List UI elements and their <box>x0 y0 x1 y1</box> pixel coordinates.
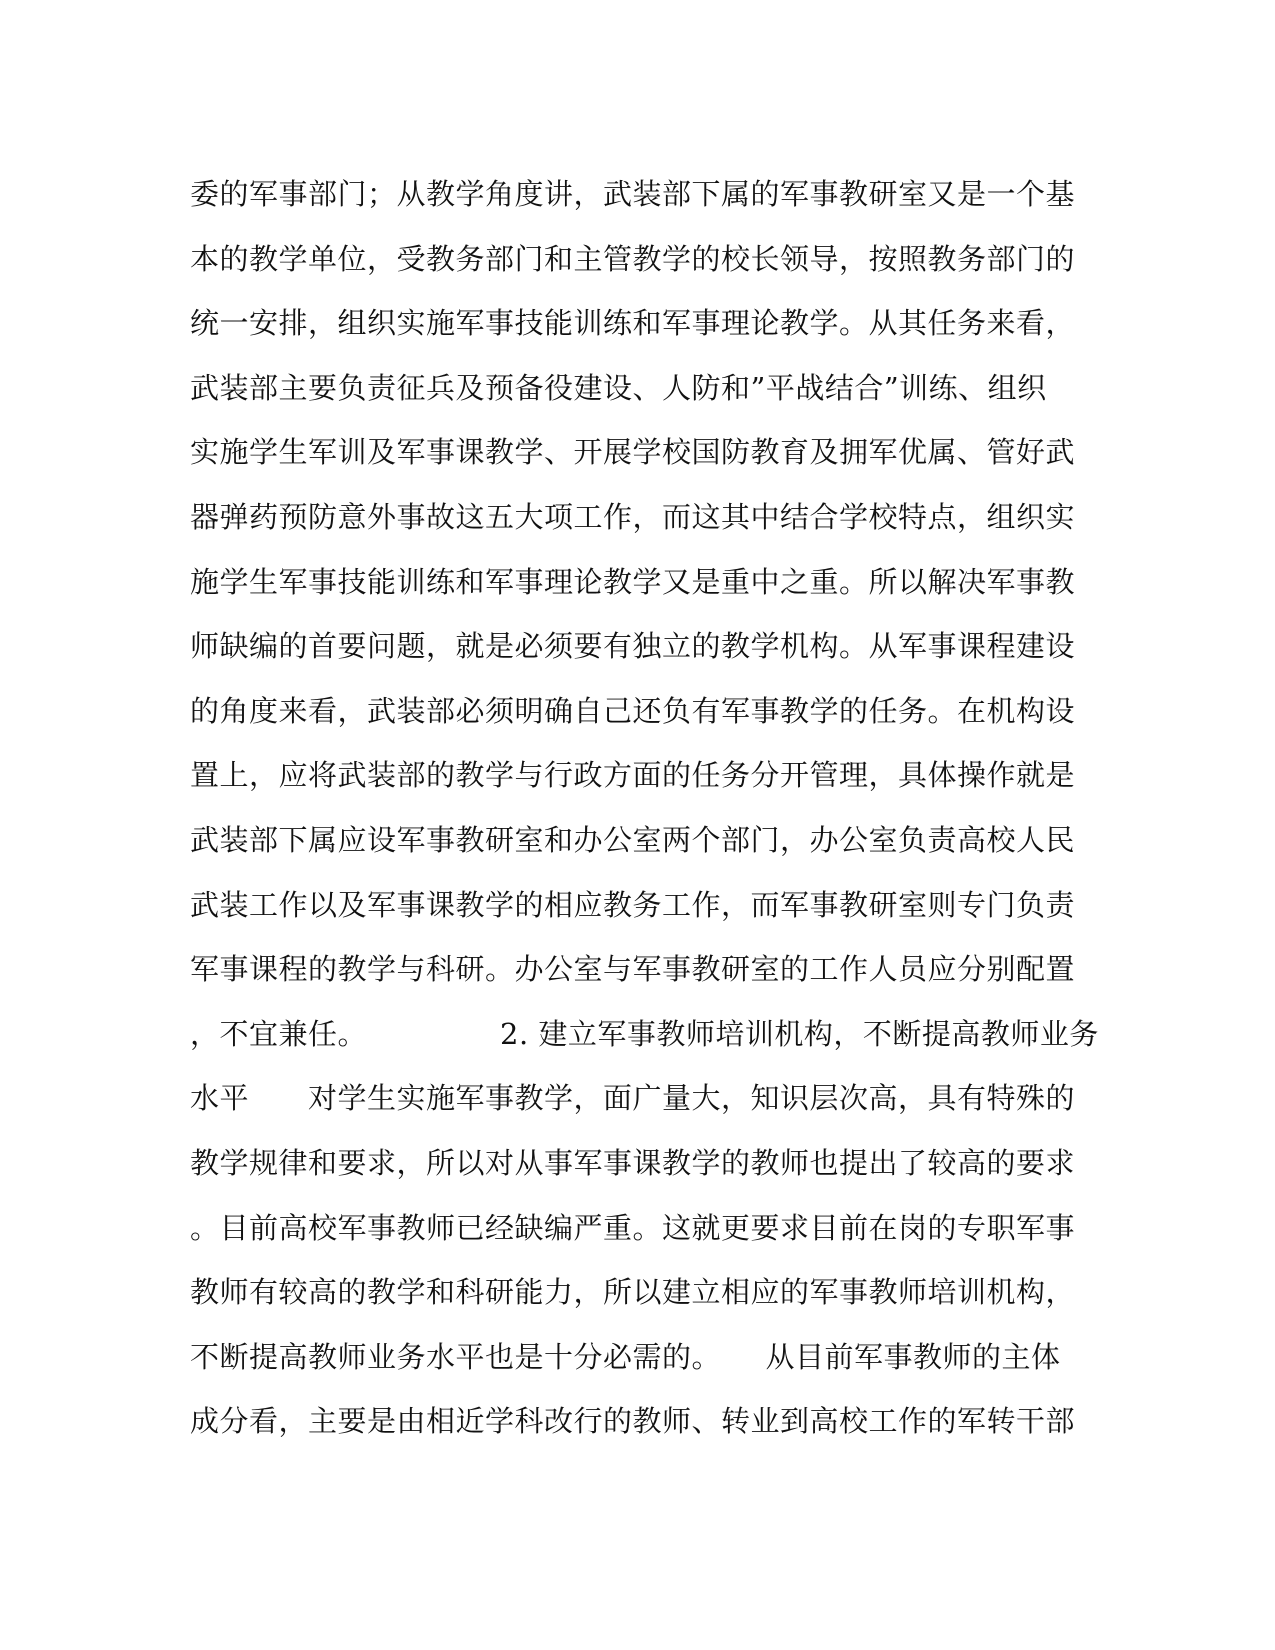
text-line: 施学生军事技能训练和军事理论教学又是重中之重。所以解决军事教 <box>190 564 1076 599</box>
text-line: 本的教学单位，受教务部门和主管教学的校长领导，按照教务部门的 <box>190 241 1076 276</box>
text-line: 器弹药预防意外事故这五大项工作，而这其中结合学校特点，组织实 <box>190 499 1076 534</box>
body-text <box>190 162 1099 1454</box>
text-line: 委的军事部门；从教学角度讲，武装部下属的军事教研室又是一个基 <box>190 177 1076 211</box>
text-line: 武装部下属应设军事教研室和办公室两个部门，办公室负责高校人民 <box>190 822 1076 857</box>
text-line: 实施学生军训及军事课教学、开展学校国防教育及拥军优属、管好武 <box>190 435 1076 470</box>
text-line: 教师有较高的教学和科研能力，所以建立相应的军事教师培训机构， <box>190 1275 1076 1310</box>
text-line: 的角度来看，武装部必须明确自己还负有军事教学的任务。在机构设 <box>190 693 1076 728</box>
text-line: 置上，应将武装部的教学与行政方面的任务分开管理，具体操作就是 <box>190 758 1076 793</box>
text-line: 不断提高教师业务水平也是十分必需的。 从目前军事教师的主体 <box>190 1339 1061 1374</box>
text-line: 教学规律和要求，所以对从事军事课教学的教师也提出了较高的要求 <box>190 1145 1076 1180</box>
text-line: 军事课程的教学与科研。办公室与军事教研室的工作人员应分别配置 <box>190 952 1076 987</box>
text-line: 。目前高校军事教师已经缺编严重。这就更要求目前在岗的专职军事 <box>190 1210 1076 1245</box>
text-line: 成分看，主要是由相近学科改行的教师、转业到高校工作的军转干部 <box>190 1404 1076 1439</box>
text-line: 武装工作以及军事课教学的相应教务工作，而军事教研室则专门负责 <box>190 887 1076 922</box>
text-line: 水平 对学生实施军事教学，面广量大，知识层次高，具有特殊的 <box>190 1081 1076 1116</box>
text-line: 师缺编的首要问题，就是必须要有独立的教学机构。从军事课程建设 <box>190 629 1076 664</box>
text-line: 武装部主要负责征兵及预备役建设、人防和”平战结合”训练、组织 <box>190 370 1047 405</box>
text-line: 统一安排，组织实施军事技能训练和军事理论教学。从其任务来看， <box>190 306 1076 341</box>
text-line: ，不宜兼任。 2. 建立军事教师培训机构，不断提高教师业务 <box>190 1016 1099 1051</box>
